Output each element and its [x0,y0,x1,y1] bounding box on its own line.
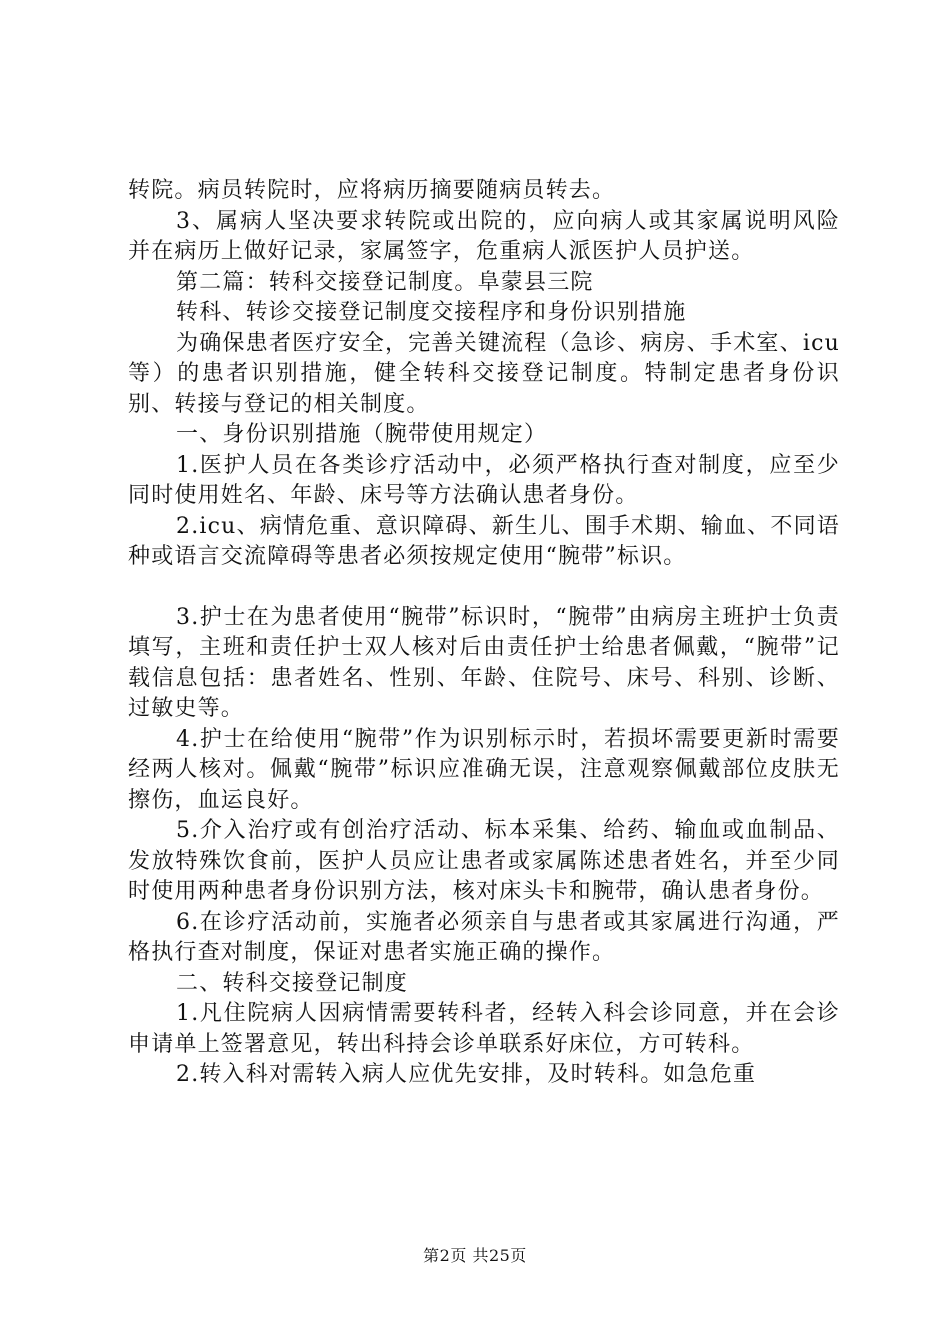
document-body [128,176,840,1091]
section-heading-identity: 一、身份识别措施（腕带使用规定） [176,422,548,447]
paragraph-2: 3、属病人坚决要求转院或出院的，应向病人或其家属说明风险并在病历上做好记录，家属签字，危重病人派医护人员护送。 [128,208,840,264]
intro-paragraph: 为确保患者医疗安全，完善关键流程（急诊、病房、手术室、icu等）的患者识别措施，健全转科交接登记制度。特制定患者身份识别、转接与登记的相关制度。 [128,330,840,417]
section-heading-2: 第二篇：转科交接登记制度。阜蒙县三院 [176,269,594,295]
identity-item-2: 2.icu、病情危重、意识障碍、新生儿、围手术期、输血、不同语种或语言交流障碍等患者必须按规定使用“腕带”标识。 [128,513,840,569]
identity-item-3: 3.护士在为患者使用“腕带”标识时，“腕带”由病房主班护士负责填写，主班和责任护士双人核对后由责任护士给患者佩戴，“腕带”记载信息包括：患者姓名、性别、年龄、住院号、床号、科别、诊断、过敏史等。 [128,604,840,721]
page-number-footer: 第2页 共25页 [423,1246,527,1265]
paragraph-1: 转院。病员转院时，应将病历摘要随病员转去。 [128,178,616,203]
document-subtitle: 转科、转诊交接登记制度交接程序和身份识别措施 [176,300,687,325]
identity-item-6: 6.在诊疗活动前，实施者必须亲自与患者或其家属进行沟通，严格执行查对制度，保证对患者实施正确的操作。 [128,909,840,965]
identity-item-5: 5.介入治疗或有创治疗活动、标本采集、给药、输血或血制品、发放特殊饮食前，医护人员应让患者或家属陈述患者姓名，并至少同时使用两种患者身份识别方法，核对床头卡和腕带，确认患者身份。 [128,818,840,904]
transfer-item-1: 1.凡住院病人因病情需要转科者，经转入科会诊同意，并在会诊申请单上签署意见，转出科持会诊单联系好床位，方可转科。 [128,1001,840,1057]
section-heading-transfer: 二、转科交接登记制度 [176,970,409,996]
identity-item-1: 1.医护人员在各类诊疗活动中，必须严格执行查对制度，应至少同时使用姓名、年龄、床号等方法确认患者身份。 [128,452,840,508]
paragraph-gap [128,573,840,603]
transfer-item-2: 2.转入科对需转入病人应优先安排，及时转科。如急危重 [176,1062,757,1087]
identity-item-4: 4.护士在给使用“腕带”作为识别标示时，若损坏需要更新时需要经两人核对。佩戴“腕带”标识应准确无误，注意观察佩戴部位皮肤无擦伤，血运良好。 [128,726,840,813]
